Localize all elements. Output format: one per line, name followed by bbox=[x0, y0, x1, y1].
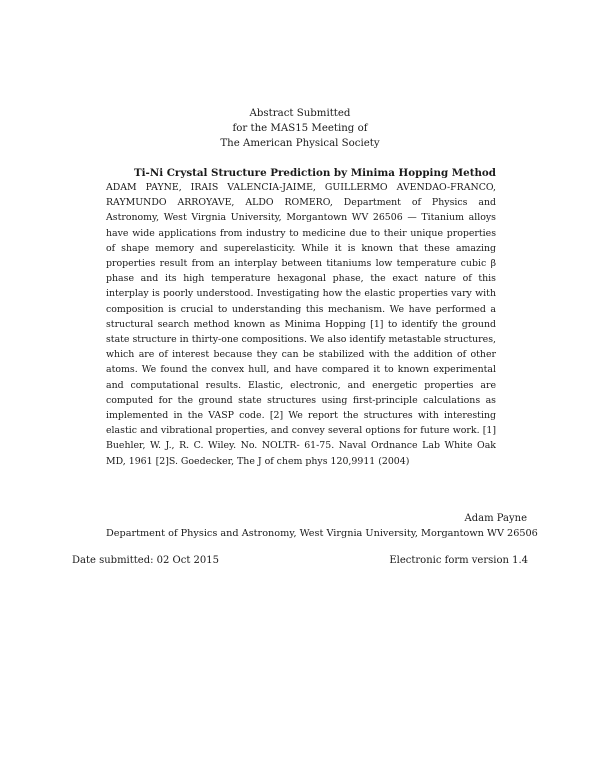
submission-header bbox=[0, 106, 600, 151]
submitter-name: Adam Payne bbox=[464, 513, 527, 524]
header-line-society: The American Physical Society bbox=[220, 138, 380, 149]
abstract-body: ADAM PAYNE, IRAIS VALENCIA-JAIME, GUILLERMO AVENDAO-FRANCO, RAYMUNDO ARROYAVE, ALDO ROMERO, Department of Physics and Astronomy, West Virgnia University, Morgantown WV 26506 — Titanium alloys have wide applications from industry to medicine due to their unique properties of shape memory and superelasticity. While it is known that these amazing properties result from an interplay between titaniums low temperature cubic β phase and its high temperature hexagonal phase, the exact nature of this interplay is poorly understood. Investigating how the elastic properties vary with composition is crucial to understanding this mechanism. We have performed a structural search method known as Minima Hopping [1] to identify the ground state structure in thirty-one compositions. We also identify metastable structures, which are of interest because they can be stabilized with the addition of other atoms. We found the convex hull, and have compared it to known experimental and computational results. Elastic, electronic, and energetic properties are computed for the ground state structures using first-principle calculations as implemented in the VASP code. [2] We report the structures with interesting elastic and vibrational properties, and convey several options for future work. [1] Buehler, W. J., R. C. Wiley. No. NOLTR- 61-75. Naval Ordnance Lab White Oak MD, 1961 [2]S. Goedecker, The J of chem phys 120,9911 (2004) bbox=[106, 182, 496, 467]
submitter-affiliation: Department of Physics and Astronomy, West Virgnia University, Morgantown WV 26506 bbox=[106, 528, 538, 539]
header-line-meeting: for the MAS15 Meeting of bbox=[232, 123, 368, 134]
header-line-abstract-submitted: Abstract Submitted bbox=[249, 108, 351, 119]
paper-title: Ti-Ni Crystal Structure Prediction by Minima Hopping Method bbox=[133, 167, 496, 179]
date-submitted: Date submitted: 02 Oct 2015 bbox=[72, 555, 220, 566]
form-version: Electronic form version 1.4 bbox=[389, 555, 528, 566]
